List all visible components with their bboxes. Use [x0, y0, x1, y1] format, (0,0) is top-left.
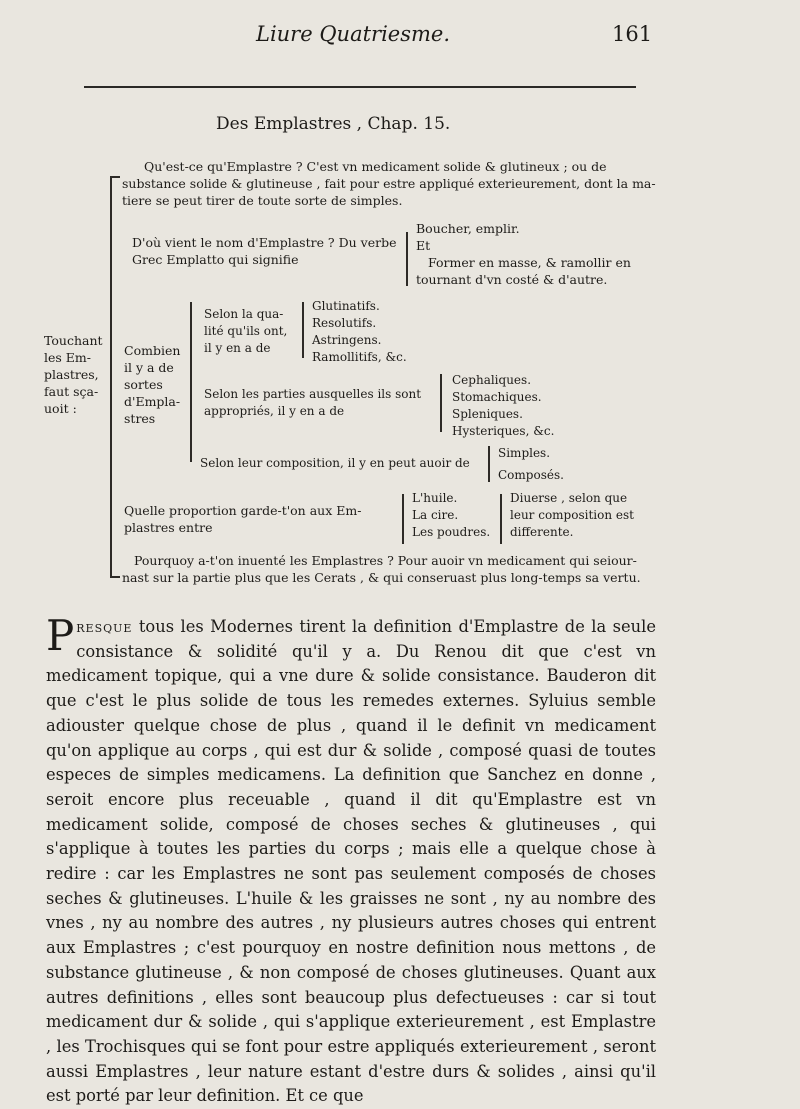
running-head: Liure Quatriesme.	[256, 22, 451, 46]
etymology-brace	[406, 232, 408, 286]
quality-items: Glutinatifs. Resolutifs. Astringens. Ramollitifs, &c.	[312, 299, 407, 364]
kinds-brace	[190, 302, 192, 462]
question-etymology: D'où vient le nom d'Emplastre ? Du verbe Grec Emplatto qui signifie	[132, 235, 397, 267]
main-brace-bottom	[110, 576, 120, 578]
side-label: Touchant les Em- plastres, faut sça- uoit :	[44, 333, 103, 416]
composition-brace	[488, 446, 490, 482]
question-definition: Qu'est-ce qu'Emplastre ? C'est vn medicament solide & glutineux ; ou de substance solide & glutineuse , fait pour estre appliqué exterieurement, dont la ma- tiere se peut tirer de toute sorte de simples.	[122, 159, 656, 208]
kinds-by-quality: Selon la qua- lité qu'ils ont, il y en a de	[204, 307, 288, 355]
parts-brace	[440, 374, 442, 432]
composition-items: Simples. Composés.	[498, 446, 564, 482]
question-proportion: Quelle proportion garde-t'on aux Em- plastres entre	[124, 503, 362, 535]
proportion-answer-brace	[500, 494, 502, 544]
main-brace	[110, 176, 112, 578]
opening-word: resque	[76, 617, 133, 636]
paragraph-text: tous les Modernes tirent la definition d'Emplastre de la seule consistance & solidité qu'il y a. Du Renou dit que c'est vn medicament topique, qui a vne dure & solide consistance. Bauderon dit que c'est le plus solide de tous les remedes externes. Syluius semble adiouster quelque chose de plus , quand il le definit vn medicament qu'on applique au corps , qui est dur & solide , composé quasi de toutes especes de simples medicamens. La definition que Sanchez en donne , seroit encore plus receuable , quand il dit qu'Emplastre est vn medicament solide, composé de choses seches & glutineuses , qui s'applique à toutes les parties du corps ; mais elle a quelque chose à redire : car les Emplastres ne sont pas seulement composés de choses seches & glutineuses. L'huile & les graisses ne sont , ny au nombre des vnes , ny au nombre des autres , ny plusieurs autres choses qui entrent aux Emplastres ; c'est pourquoy en nostre definition nous mettons , de substance glutineuse , & non composé de choses glutineuses. Quant aux autres definitions , elles sont beaucoup plus defectueuses : car si tout medicament dur & solide , qui s'applique exterieurement , est Emplastre , les Trochisques qui se font pour estre appliqués exterieurement , seront aussi Emplastres , leur nature estant d'estre durs & solides , ainsi qu'il est porté par leur definition. Et ce que	[46, 617, 656, 1106]
proportion-brace	[402, 494, 404, 544]
page-number: 161	[612, 22, 653, 46]
parts-items: Cephaliques. Stomachiques. Spleniques. Hysteriques, &c.	[452, 373, 555, 438]
main-brace-top	[110, 176, 120, 178]
question-purpose: Pourquoy a-t'on inuenté les Emplastres ? Pour auoir vn medicament qui seiour- nast sur la partie plus que les Cerats , & qui conseruast plus long-temps sa vertu.	[122, 553, 641, 585]
question-kinds: Combien il y a de sortes d'Empla- stres	[124, 343, 181, 426]
kinds-by-parts: Selon les parties ausquelles ils sont appropriés, il y en a de	[204, 387, 422, 418]
etymology-answers: Boucher, emplir. Et Former en masse, & ramollir en tournant d'vn costé & d'autre.	[416, 221, 631, 287]
proportion-items: L'huile. La cire. Les poudres.	[412, 491, 491, 539]
quality-brace	[302, 302, 304, 358]
chapter-title: Des Emplastres , Chap. 15.	[216, 114, 451, 134]
kinds-by-composition: Selon leur composition, il y en peut auoir de	[200, 456, 470, 470]
drop-cap: P	[46, 611, 75, 660]
proportion-answer: Diuerse , selon que leur composition est differente.	[510, 491, 634, 539]
header-rule	[84, 86, 636, 88]
body-paragraph	[46, 611, 656, 1109]
